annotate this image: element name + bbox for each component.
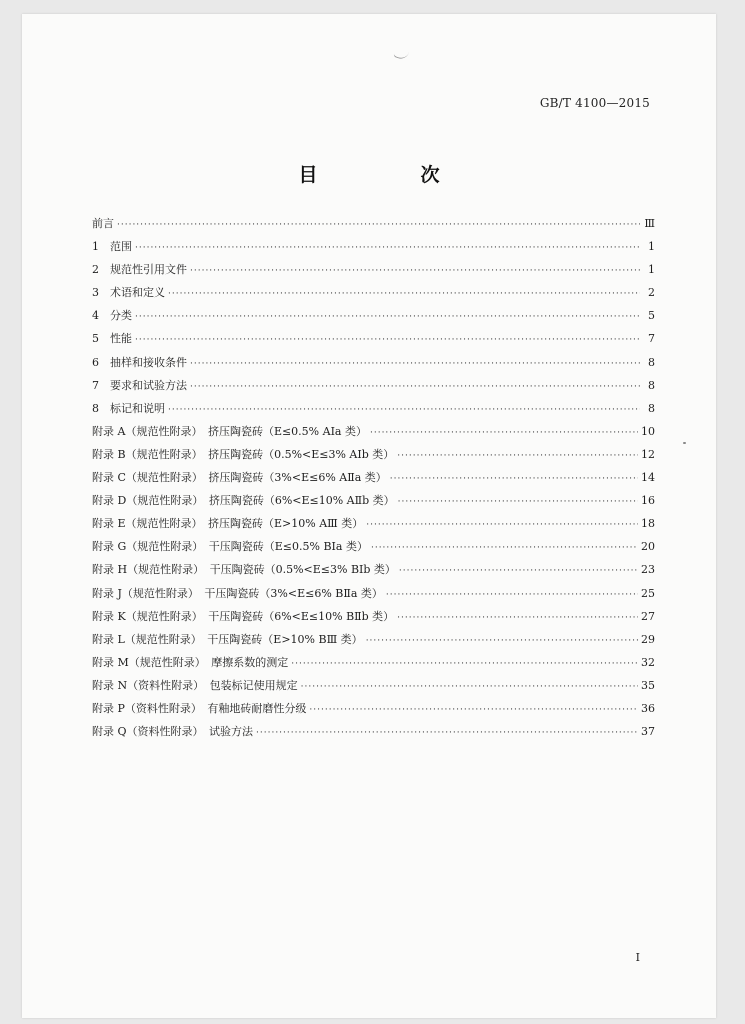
scan-mark <box>393 48 409 61</box>
toc-entry-page: 1 <box>648 263 655 277</box>
scan-speck <box>683 442 686 444</box>
toc-entry-label: 附录 A（规范性附录） 挤压陶瓷砖（E≤0.5% AⅠa 类） <box>92 424 367 438</box>
toc-entry[interactable] <box>92 284 655 307</box>
toc-entry-label: 6 抽样和接收条件 <box>92 355 187 369</box>
toc-entry-page: 7 <box>648 332 655 346</box>
toc-entry[interactable] <box>92 446 655 469</box>
toc-leader-dots <box>371 543 638 553</box>
toc-entry-label: 附录 H（规范性附录） 干压陶瓷砖（0.5%<E≤3% BⅠb 类） <box>92 563 396 577</box>
toc-entry[interactable] <box>92 330 655 353</box>
toc-leader-dots <box>291 659 638 669</box>
toc-entry-label: 附录 K（规范性附录） 干压陶瓷砖（6%<E≤10% BⅡb 类） <box>92 609 395 623</box>
toc-entry[interactable] <box>92 561 655 584</box>
toc-entry[interactable] <box>92 631 655 654</box>
toc-entry-page: 8 <box>648 355 655 369</box>
toc-entry-label: 附录 B（规范性附录） 挤压陶瓷砖（0.5%<E≤3% AⅠb 类） <box>92 447 395 461</box>
toc-entry[interactable] <box>92 377 655 400</box>
page-title: 目 次 <box>298 164 482 186</box>
toc-entry-label: 5 性能 <box>92 332 132 346</box>
toc-entry[interactable] <box>92 423 655 446</box>
toc-entry-label: 7 要求和试验方法 <box>92 378 187 392</box>
toc-entry[interactable] <box>92 215 655 238</box>
toc-entry[interactable] <box>92 538 655 561</box>
toc-leader-dots <box>190 382 640 392</box>
toc-entry-label: 3 术语和定义 <box>92 286 165 300</box>
toc-entry-label: 附录 J（规范性附录） 干压陶瓷砖（3%<E≤6% BⅡa 类） <box>92 586 383 600</box>
toc-entry-page: 36 <box>641 701 655 715</box>
toc-leader-dots <box>370 428 638 438</box>
toc-entry-page: 1 <box>648 240 655 254</box>
toc-entry-page: 8 <box>648 378 655 392</box>
toc-entry-label: 1 范围 <box>92 240 132 254</box>
toc-entry-page: 32 <box>641 655 655 669</box>
toc-entry-label: 2 规范性引用文件 <box>92 263 187 277</box>
document-page <box>22 14 716 1018</box>
toc-entry[interactable] <box>92 238 655 261</box>
toc-entry[interactable] <box>92 723 655 746</box>
toc-entry[interactable] <box>92 492 655 515</box>
toc-entry-page: 18 <box>641 517 655 531</box>
toc-entry-page: 8 <box>648 401 655 415</box>
toc-entry-page: 23 <box>641 563 655 577</box>
toc-entry-page: 5 <box>648 309 655 323</box>
toc-leader-dots <box>190 359 640 369</box>
standard-code: GB/T 4100—2015 <box>539 96 650 110</box>
toc-leader-dots <box>397 451 638 461</box>
toc-leader-dots <box>301 682 638 692</box>
toc-entry[interactable] <box>92 654 655 677</box>
toc-leader-dots <box>135 312 640 322</box>
toc-entry[interactable] <box>92 469 655 492</box>
toc-entry[interactable] <box>92 261 655 284</box>
toc-entry-label: 附录 Q（资料性附录） 试验方法 <box>92 725 254 739</box>
toc-leader-dots <box>390 474 638 484</box>
toc-entry-page: 25 <box>641 586 655 600</box>
toc-entry[interactable] <box>92 400 655 423</box>
toc-entry-label: 前言 <box>92 217 114 230</box>
toc-entry[interactable] <box>92 585 655 608</box>
toc-entry-page: 12 <box>641 447 655 461</box>
toc-entry-label: 附录 L（规范性附录） 干压陶瓷砖（E>10% BⅢ 类） <box>92 632 363 646</box>
toc-leader-dots <box>168 405 640 415</box>
toc-entry-label: 4 分类 <box>92 309 132 323</box>
toc-entry-page: 2 <box>648 286 655 300</box>
toc-entry-label: 附录 P（资料性附录） 有釉地砖耐磨性分级 <box>92 701 307 715</box>
toc-leader-dots <box>397 613 638 623</box>
toc-entry-label: 8 标记和说明 <box>92 401 165 415</box>
toc-entry-label: 附录 E（规范性附录） 挤压陶瓷砖（E>10% AⅢ 类） <box>92 517 364 531</box>
toc-entry-label: 附录 C（规范性附录） 挤压陶瓷砖（3%<E≤6% AⅡa 类） <box>92 471 387 485</box>
toc-entry[interactable] <box>92 354 655 377</box>
table-of-contents <box>92 215 655 746</box>
toc-entry[interactable] <box>92 515 655 538</box>
toc-entry[interactable] <box>92 677 655 700</box>
toc-entry-page: 14 <box>641 471 655 485</box>
toc-entry-page: 37 <box>641 725 655 739</box>
toc-entry-page: 35 <box>641 678 655 692</box>
page-number: I <box>635 951 640 964</box>
toc-leader-dots <box>398 497 638 507</box>
toc-leader-dots <box>309 705 638 715</box>
toc-leader-dots <box>256 728 638 738</box>
toc-leader-dots <box>190 266 640 276</box>
toc-leader-dots <box>366 520 638 530</box>
toc-entry-label: 附录 N（资料性附录） 包装标记使用规定 <box>92 678 298 692</box>
toc-entry[interactable] <box>92 700 655 723</box>
toc-entry-label: 附录 D（规范性附录） 挤压陶瓷砖（6%<E≤10% AⅡb 类） <box>92 494 395 508</box>
toc-leader-dots <box>386 590 638 600</box>
toc-entry-page: 20 <box>641 540 655 554</box>
toc-leader-dots <box>135 335 640 345</box>
toc-entry[interactable] <box>92 608 655 631</box>
toc-entry-page: 10 <box>641 424 655 438</box>
toc-entry-page: 29 <box>641 632 655 646</box>
toc-leader-dots <box>168 289 640 299</box>
toc-entry-page: Ⅲ <box>644 217 655 230</box>
toc-entry-label: 附录 G（规范性附录） 干压陶瓷砖（E≤0.5% BⅠa 类） <box>92 540 368 554</box>
toc-leader-dots <box>366 636 638 646</box>
toc-entry[interactable] <box>92 307 655 330</box>
toc-entry-page: 27 <box>641 609 655 623</box>
toc-leader-dots <box>399 566 638 576</box>
toc-leader-dots <box>117 220 640 230</box>
toc-entry-label: 附录 M（规范性附录） 摩擦系数的测定 <box>92 655 289 669</box>
toc-leader-dots <box>135 243 640 253</box>
toc-entry-page: 16 <box>641 494 655 508</box>
